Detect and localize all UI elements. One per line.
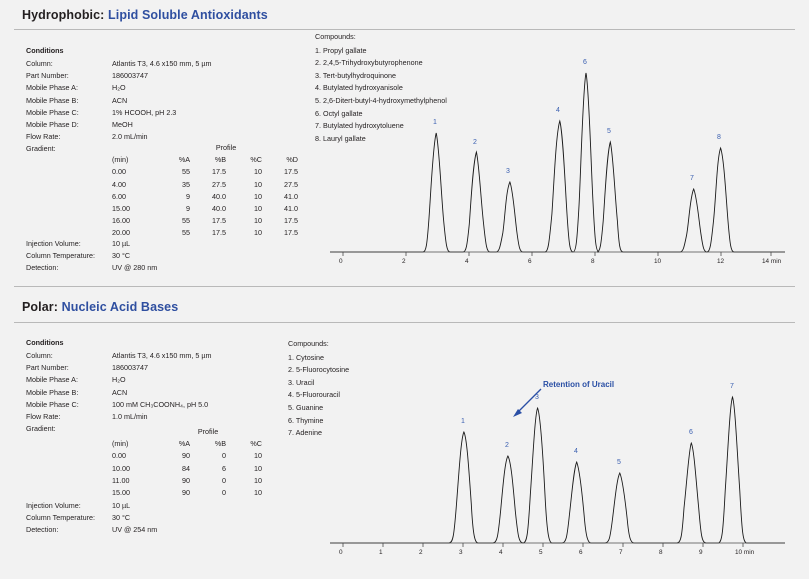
conditions-key: Mobile Phase A: (26, 83, 78, 93)
conditions-value: 2.0 mL/min (112, 132, 148, 142)
gradient-cell: 10.00 (112, 463, 130, 473)
title-sub: Nucleic Acid Bases (58, 300, 179, 314)
peak-label: 6 (583, 59, 587, 66)
gradient-cell: 41.0 (284, 203, 298, 213)
gradient-cell: 15.00 (112, 487, 130, 497)
x-tick-label: 5 (539, 549, 543, 556)
compound-item: 7. Butylated hydroxytoluene (315, 121, 404, 131)
gradient-cell: 9 (186, 203, 190, 213)
conditions-key: Flow Rate: (26, 411, 61, 421)
x-tick-label: 10 (654, 258, 662, 265)
page-title-polar (22, 300, 178, 314)
gradient-cell: 17.5 (284, 228, 298, 238)
footer-value: UV @ 254 nm (112, 525, 158, 535)
gradient-cell: 6.00 (112, 191, 126, 201)
gradient-profile-header-row (112, 427, 262, 439)
conditions-row (26, 71, 211, 83)
conditions-key: Mobile Phase D: (26, 119, 79, 129)
compound-item: 3. Tert-butylhydroquinone (315, 70, 396, 80)
x-tick-label: 3 (459, 549, 463, 556)
gradient-cell: 10 (254, 463, 262, 473)
gradient-cell: 10 (254, 167, 262, 177)
compound-item: 5. 2,6-Ditert-butyl-4-hydroxymethylphenol (315, 95, 447, 105)
gradient-cell: 90 (182, 451, 190, 461)
conditions-row (26, 363, 211, 375)
footer-table-1 (26, 239, 157, 276)
conditions-value: Atlantis T3, 4.6 x150 mm, 5 µm (112, 351, 212, 360)
x-tick-label: 2 (419, 549, 423, 556)
chromatogram-svg (330, 55, 785, 260)
gradient-header-a: %A (178, 155, 190, 165)
footer-value: 10 µL (112, 239, 131, 248)
gradient-profile-label: Profile (197, 427, 219, 436)
gradient-row (112, 451, 262, 463)
peak-label: 1 (433, 119, 437, 126)
footer-value: UV @ 280 nm (112, 263, 158, 273)
gradient-cell: 15.00 (112, 203, 130, 213)
gradient-cell: 0.00 (112, 167, 126, 177)
annotation-retention-of-uracil: Retention of Uracil (543, 380, 615, 389)
gradient-cell: 4.00 (112, 179, 126, 189)
compound-item: 4. Butylated hydroxyanisole (315, 83, 403, 93)
gradient-cell: 27.5 (212, 179, 226, 189)
compound-item: 8. Lauryl gallate (315, 133, 366, 143)
title-main: Polar: (22, 300, 59, 314)
divider-top (14, 29, 795, 30)
compound-item: 3. Uracil (288, 377, 315, 387)
conditions-key: Mobile Phase B: (26, 95, 79, 105)
gradient-cell: 90 (182, 487, 190, 497)
gradient-header-c: %C (250, 439, 262, 449)
footer-key: Detection: (26, 525, 59, 535)
x-axis-ticks (343, 543, 743, 547)
page-title-hydrophobic (22, 8, 268, 22)
footer-table-2 (26, 501, 157, 538)
gradient-cell: 55 (182, 216, 190, 226)
conditions-value: Atlantis T3, 4.6 x150 mm, 5 µm (112, 59, 212, 68)
conditions-key: Mobile Phase C: (26, 107, 79, 117)
gradient-row (112, 464, 262, 476)
peak-label: 1 (461, 418, 465, 425)
conditions-value: H₂O (112, 83, 126, 93)
conditions-row (26, 83, 211, 95)
x-tick-label: 0 (339, 258, 343, 265)
gradient-row (112, 476, 262, 488)
peak-label: 5 (617, 459, 621, 466)
x-tick-label: 14 min (762, 258, 782, 265)
conditions-table-2 (26, 351, 211, 436)
gradient-cell: 0 (222, 475, 226, 485)
footer-row (26, 525, 157, 537)
divider-bottom (14, 322, 795, 323)
gradient-header-d: %D (286, 155, 298, 165)
gradient-header-b: %B (214, 439, 226, 449)
footer-key: Injection Volume: (26, 501, 81, 510)
conditions-value: ACN (112, 95, 128, 105)
footer-key: Column Temperature: (26, 251, 95, 261)
gradient-header-b: %B (214, 155, 226, 165)
conditions-value: ACN (112, 387, 128, 397)
gradient-header-a: %A (178, 439, 190, 449)
conditions-row (26, 96, 211, 108)
conditions-key: Column: (26, 351, 53, 360)
compound-item: 5. Guanine (288, 402, 324, 412)
footer-value: 30 °C (112, 251, 131, 261)
peak-label: 7 (690, 175, 694, 182)
gradient-row (112, 204, 298, 216)
conditions-row (26, 388, 211, 400)
x-tick-label: 6 (579, 549, 583, 556)
x-tick-label: 4 (465, 258, 469, 265)
gradient-cell: 10 (254, 487, 262, 497)
section-polar (0, 286, 809, 579)
x-tick-label: 9 (699, 549, 703, 556)
gradient-profile-label: Profile (215, 143, 237, 152)
compound-item: 6. Octyl gallate (315, 108, 363, 118)
conditions-key: Gradient: (26, 144, 56, 154)
gradient-cell: 10 (254, 228, 262, 238)
gradient-cell: 10 (254, 203, 262, 213)
gradient-cell: 9 (186, 191, 190, 201)
chromatogram-svg (330, 376, 785, 551)
conditions-row (26, 120, 211, 132)
x-tick-label: 8 (659, 549, 663, 556)
conditions-key: Mobile Phase B: (26, 387, 79, 397)
footer-key: Injection Volume: (26, 239, 81, 248)
peak-label: 3 (506, 168, 510, 175)
gradient-cell: 10 (254, 179, 262, 189)
conditions-row (26, 59, 211, 71)
gradient-header-row (112, 439, 262, 451)
gradient-cell: 40.0 (212, 203, 226, 213)
peak-label: 2 (473, 139, 477, 146)
gradient-cell: 0.00 (112, 451, 126, 461)
peak-label: 5 (607, 128, 611, 135)
conditions-key: Part Number: (26, 363, 69, 373)
gradient-table-2 (112, 427, 262, 500)
section-hydrophobic (0, 0, 809, 286)
footer-row (26, 239, 157, 251)
x-tick-label: 8 (591, 258, 595, 265)
gradient-cell: 6 (222, 463, 226, 473)
footer-key: Column Temperature: (26, 513, 95, 523)
conditions-value: 1% HCOOH, pH 2.3 (112, 107, 177, 117)
x-tick-label: 6 (528, 258, 532, 265)
footer-row (26, 263, 157, 275)
footer-row (26, 251, 157, 263)
x-tick-label: 2 (402, 258, 406, 265)
gradient-cell: 16.00 (112, 216, 130, 226)
x-tick-label: 12 (717, 258, 725, 265)
peak-label: 4 (574, 448, 578, 455)
conditions-key: Flow Rate: (26, 132, 61, 142)
gradient-cell: 10 (254, 475, 262, 485)
compound-item: 2. 2,4,5-Trihydroxybutyrophenone (315, 58, 423, 68)
gradient-cell: 17.5 (212, 167, 226, 177)
gradient-table-1 (112, 143, 298, 241)
trace-line (330, 397, 785, 543)
title-main: Hydrophobic: (22, 8, 105, 22)
conditions-row (26, 108, 211, 120)
conditions-value: H₂O (112, 375, 126, 385)
peak-label: 4 (556, 107, 560, 114)
footer-row (26, 513, 157, 525)
gradient-cell: 17.5 (284, 167, 298, 177)
conditions-row (26, 412, 211, 424)
compounds-label: Compounds: (315, 32, 356, 41)
peak-label: 2 (505, 442, 509, 449)
x-tick-label: 0 (339, 549, 343, 556)
chromatogram-polar (330, 376, 785, 556)
compound-item: 7. Adenine (288, 428, 322, 438)
conditions-key: Mobile Phase A: (26, 375, 78, 385)
compounds-label: Compounds: (288, 339, 329, 348)
gradient-cell: 20.00 (112, 228, 130, 238)
x-tick-label: 1 (379, 549, 383, 556)
conditions-label-2: Conditions (26, 338, 64, 347)
gradient-cell: 84 (182, 463, 190, 473)
gradient-spacer (112, 427, 154, 439)
gradient-cell: 35 (182, 179, 190, 189)
trace-line (330, 73, 785, 252)
divider-middle (14, 286, 795, 287)
gradient-row (112, 216, 298, 228)
conditions-value: 1.0 mL/min (112, 411, 148, 421)
gradient-cell: 0 (222, 451, 226, 461)
gradient-row (112, 180, 298, 192)
gradient-cell: 40.0 (212, 191, 226, 201)
gradient-cell: 17.5 (212, 228, 226, 238)
gradient-header-row (112, 155, 298, 167)
compound-item: 6. Thymine (288, 415, 324, 425)
footer-key: Detection: (26, 263, 59, 273)
gradient-header-c: %C (250, 155, 262, 165)
conditions-label-1: Conditions (26, 46, 64, 55)
gradient-cell: 17.5 (212, 216, 226, 226)
gradient-cell: 55 (182, 167, 190, 177)
conditions-key: Column: (26, 59, 53, 68)
compound-item: 4. 5-Fluorouracil (288, 390, 340, 400)
x-axis-ticks (343, 252, 771, 256)
gradient-cell: 17.5 (284, 216, 298, 226)
gradient-header-time: (min) (112, 155, 129, 165)
title-sub: Lipid Soluble Antioxidants (104, 8, 268, 22)
gradient-row (112, 192, 298, 204)
conditions-row (26, 351, 211, 363)
conditions-value: 100 mM CH₃COONH₄, pH 5.0 (112, 399, 209, 409)
peak-label: 8 (717, 134, 721, 141)
conditions-row (26, 375, 211, 387)
gradient-cell: 10 (254, 216, 262, 226)
conditions-value: MeOH (112, 119, 133, 129)
gradient-row (112, 167, 298, 179)
gradient-cell: 41.0 (284, 191, 298, 201)
compound-item: 1. Cytosine (288, 352, 324, 362)
conditions-key: Gradient: (26, 424, 56, 434)
compound-item: 1. Propyl gallate (315, 45, 367, 55)
conditions-row (26, 400, 211, 412)
gradient-cell: 90 (182, 475, 190, 485)
peak-label: 7 (730, 383, 734, 390)
peak-label: 6 (689, 429, 693, 436)
gradient-cell: 27.5 (284, 179, 298, 189)
conditions-key: Part Number: (26, 71, 69, 81)
gradient-row (112, 488, 262, 500)
gradient-cell: 10 (254, 191, 262, 201)
peak-label: 3 (535, 394, 539, 401)
compound-item: 2. 5-Fluorocytosine (288, 365, 350, 375)
footer-value: 10 µL (112, 501, 131, 510)
gradient-spacer (112, 143, 154, 155)
gradient-cell: 55 (182, 228, 190, 238)
gradient-cell: 10 (254, 451, 262, 461)
chromatogram-hydrophobic (330, 55, 785, 265)
conditions-value: 186003747 (112, 363, 148, 373)
footer-value: 30 °C (112, 513, 131, 523)
gradient-profile-header-row (112, 143, 298, 155)
conditions-value: 186003747 (112, 71, 148, 81)
footer-row (26, 501, 157, 513)
gradient-header-time: (min) (112, 439, 129, 449)
gradient-cell: 0 (222, 487, 226, 497)
gradient-cell: 11.00 (112, 475, 130, 485)
x-tick-label: 4 (499, 549, 503, 556)
conditions-table-1 (26, 59, 211, 157)
conditions-key: Mobile Phase C: (26, 399, 79, 409)
x-tick-label: 7 (619, 549, 623, 556)
x-tick-label: 10 min (735, 549, 755, 556)
